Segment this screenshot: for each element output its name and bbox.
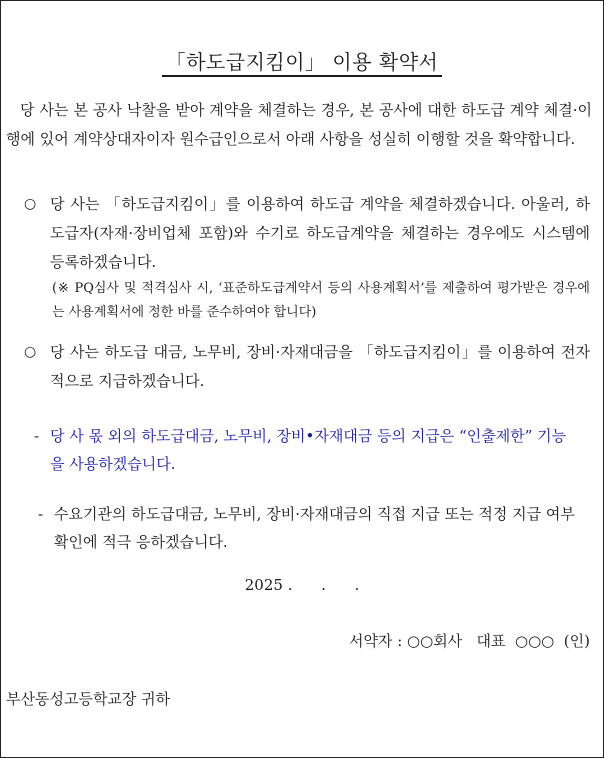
pledge-item-1-text: 당 사는 「하도급지킴이」를 이용하여 하도급 계약을 체결하겠습니다. 아울러, 하도급자(자재·장비업체 포함)와 수기로 하도급계약을 체결하는 경우에도 시스템에 등록하겠습니다. [50,195,590,271]
dash-bullet: - [38,505,44,523]
intro-paragraph: 당 사는 본 공사 낙찰을 받아 계약을 체결하는 경우, 본 공사에 대한 하도급 계약 체결·이행에 있어 계약상대자이자 원수급인으로서 아래 사항을 성실히 이행할 것을 확약합니다. [6,101,592,148]
pledge-item-2-text: 당 사는 하도급 대금, 노무비, 장비·자재대금을 「하도급지킴이」를 이용하여 전자적으로 지급하겠습니다. [50,343,590,390]
pledge-item-1 [24,190,590,330]
addressee: 부산동성고등학교장 귀하 [6,690,171,708]
pledge-item-2 [24,338,590,398]
dash-bullet: - [34,427,40,445]
sub-item-direct-payment [38,500,588,556]
circle-bullet-icon: ○ [24,344,37,360]
signature-line: 서약자 : ○○회사 대표 ○○○ (인) [348,632,590,650]
sub-item-direct-payment-text: 수요기관의 하도급대금, 노무비, 장비·자재대금의 직접 지급 또는 적정 지급 여부 확인에 적극 응하겠습니다. [54,505,575,551]
document-title: 「하도급지킴이」 이용 확약서 [0,46,604,75]
date-line: 2025 . . . [244,576,360,594]
pledge-item-1-note: (※ PQ심사 및 적격심사 시, ‘표준하도급계약서 등의 사용계획서’를 제출하여 평가받은 경우에는 사용계획서에 정한 바를 준수하여야 합니다) [52,281,590,320]
circle-bullet-icon: ○ [24,196,37,212]
sub-item-withdrawal-limit [34,422,582,478]
sub-item-withdrawal-limit-text: 당 사 몫 외의 하도급대금, 노무비, 장비•자재대금 등의 지급은 “인출제한” 기능을 사용하겠습니다. [50,427,567,473]
